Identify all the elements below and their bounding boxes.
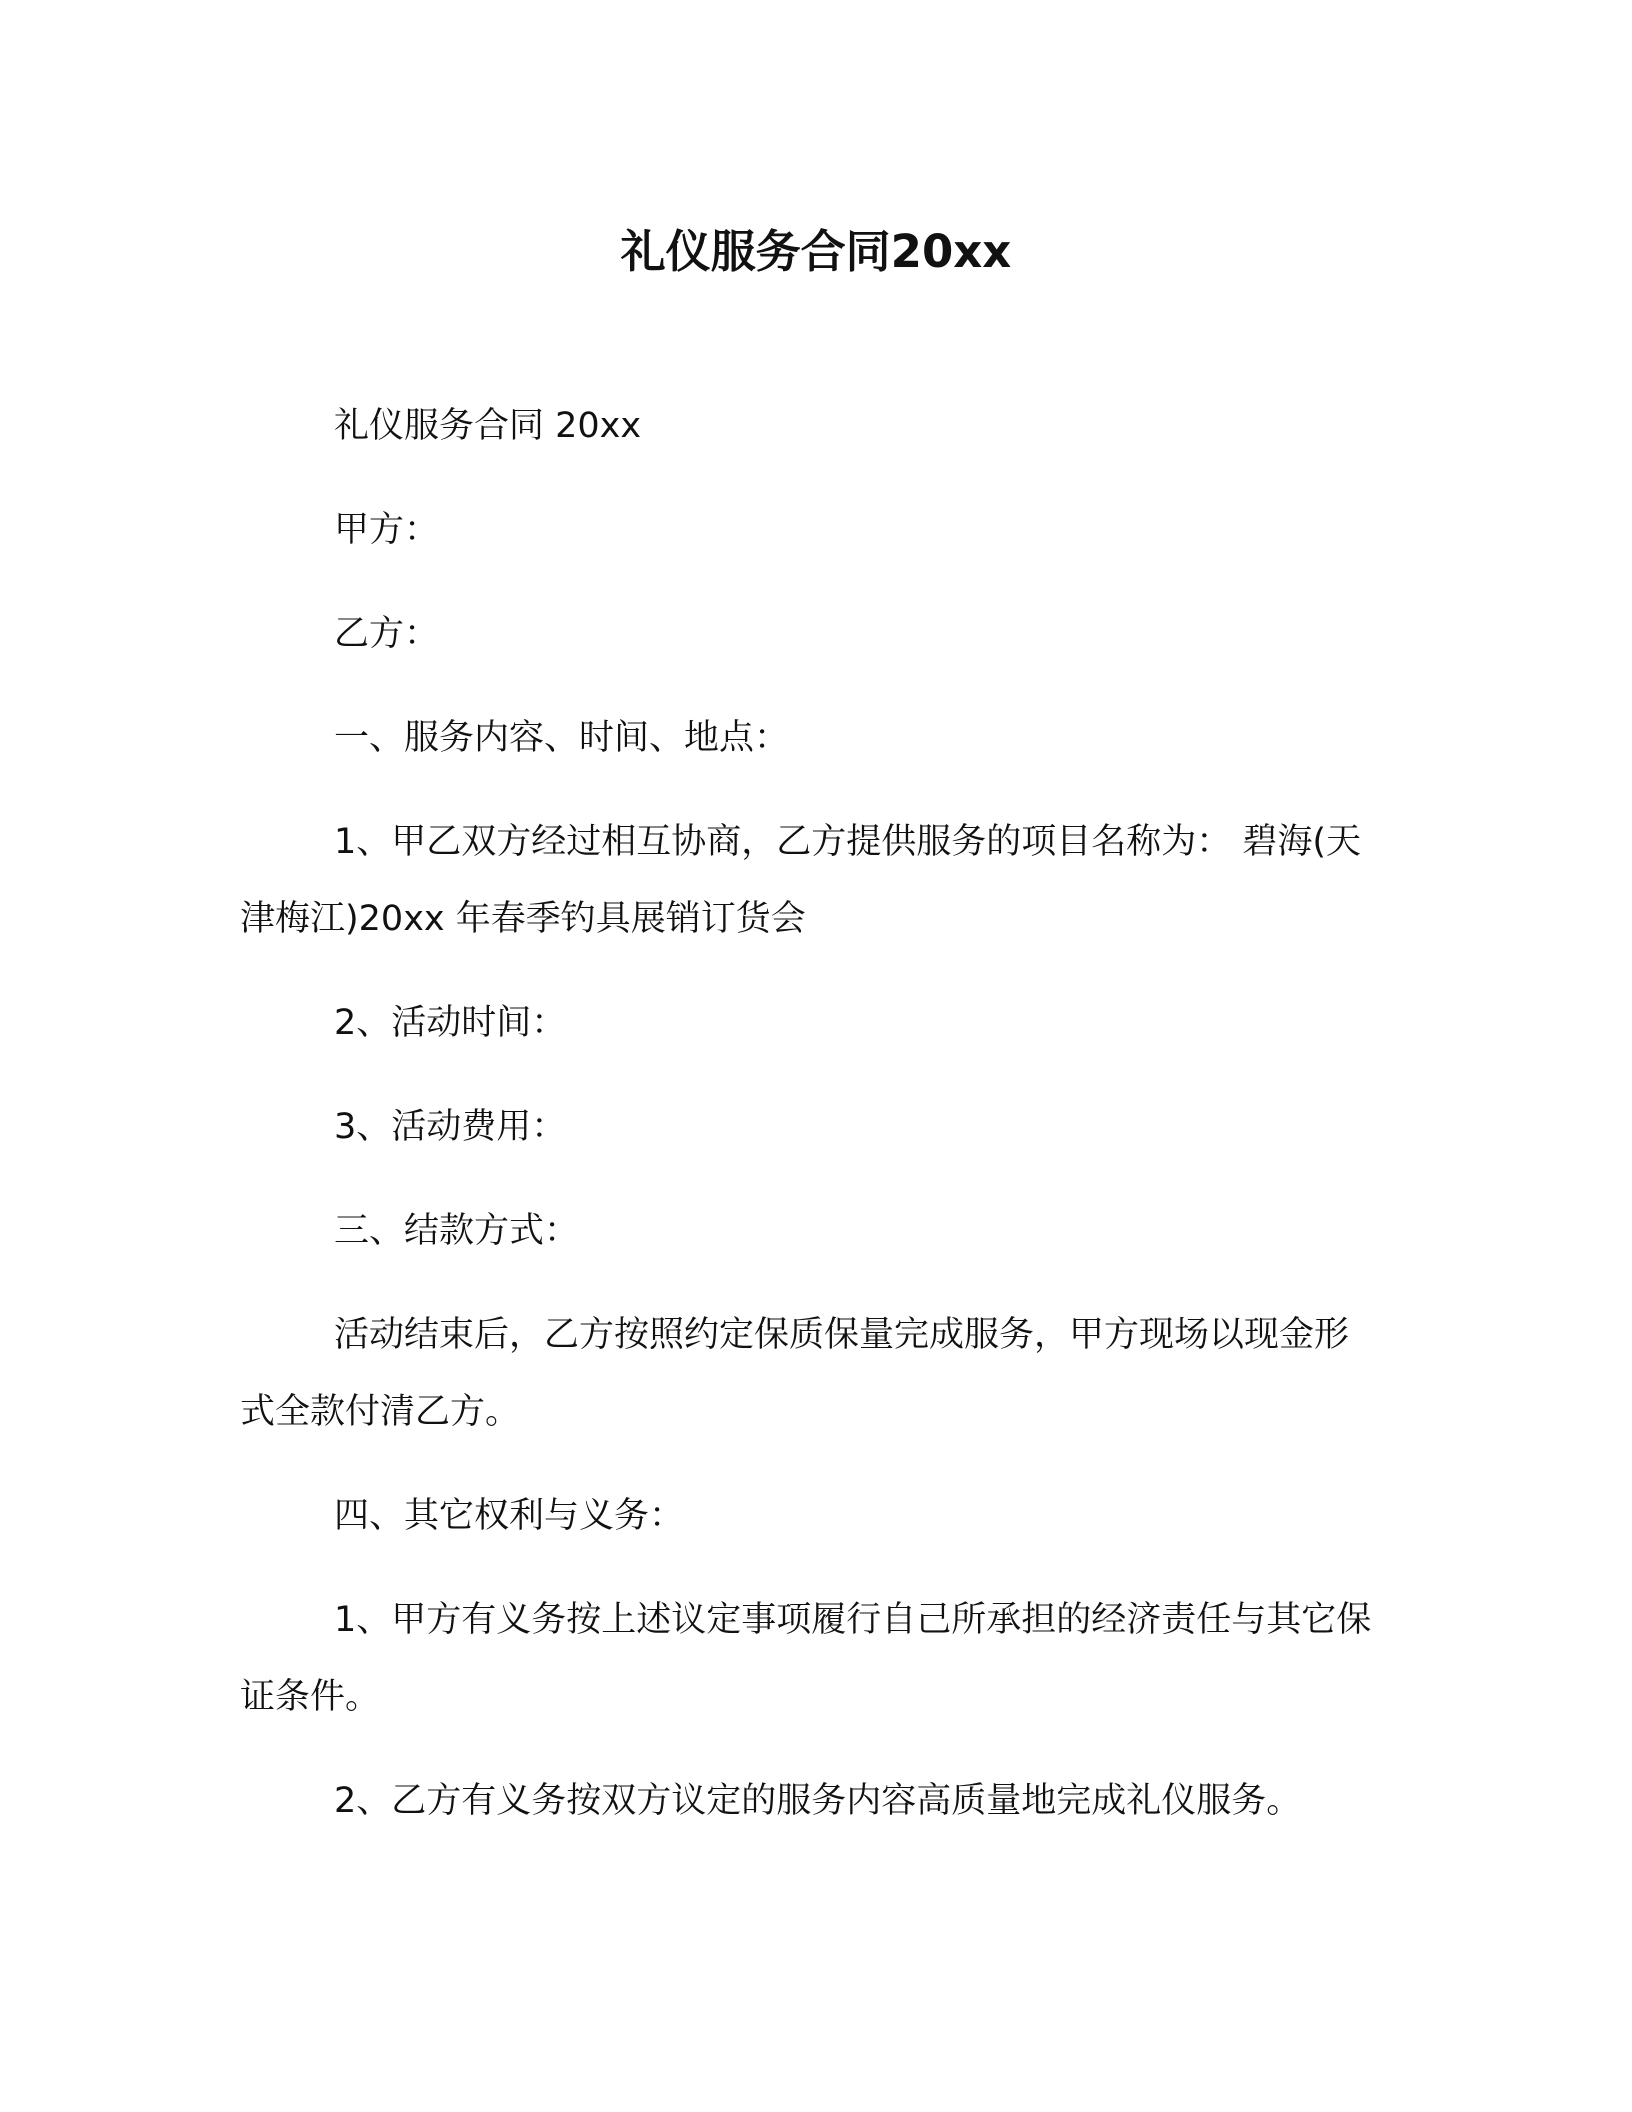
paragraph-subtitle: 礼仪服务合同 20xx xyxy=(334,406,642,446)
paragraph-party-b: 乙方： xyxy=(334,614,440,654)
paragraph-party-a: 甲方： xyxy=(334,510,440,550)
section-heading-rights: 四、其它权利与义务： xyxy=(334,1496,685,1536)
paragraph-payment-terms: 活动结束后，乙方按照约定保质保量完成服务，甲方现场以现金形式全款付清乙方。 xyxy=(240,1315,1350,1432)
section-heading-payment: 三、结款方式： xyxy=(334,1211,580,1251)
paragraph-party-b-duty: 2、乙方有义务按双方议定的服务内容高质量地完成礼仪服务。 xyxy=(334,1781,1302,1821)
paragraph-project-name: 1、甲乙双方经过相互协商，乙方提供服务的项目名称为： 碧海(天津梅江)20xx 年春季钓具展销订货会 xyxy=(240,822,1362,939)
paragraph-activity-fee: 3、活动费用： xyxy=(334,1107,567,1147)
section-heading-service: 一、服务内容、时间、地点： xyxy=(334,718,790,758)
paragraph-activity-time: 2、活动时间： xyxy=(334,1003,567,1043)
document-body xyxy=(240,388,1380,1867)
document-title: 礼仪服务合同20xx xyxy=(620,225,1012,278)
paragraph-party-a-duty: 1、甲方有义务按上述议定事项履行自己所承担的经济责任与其它保证条件。 xyxy=(240,1600,1372,1717)
